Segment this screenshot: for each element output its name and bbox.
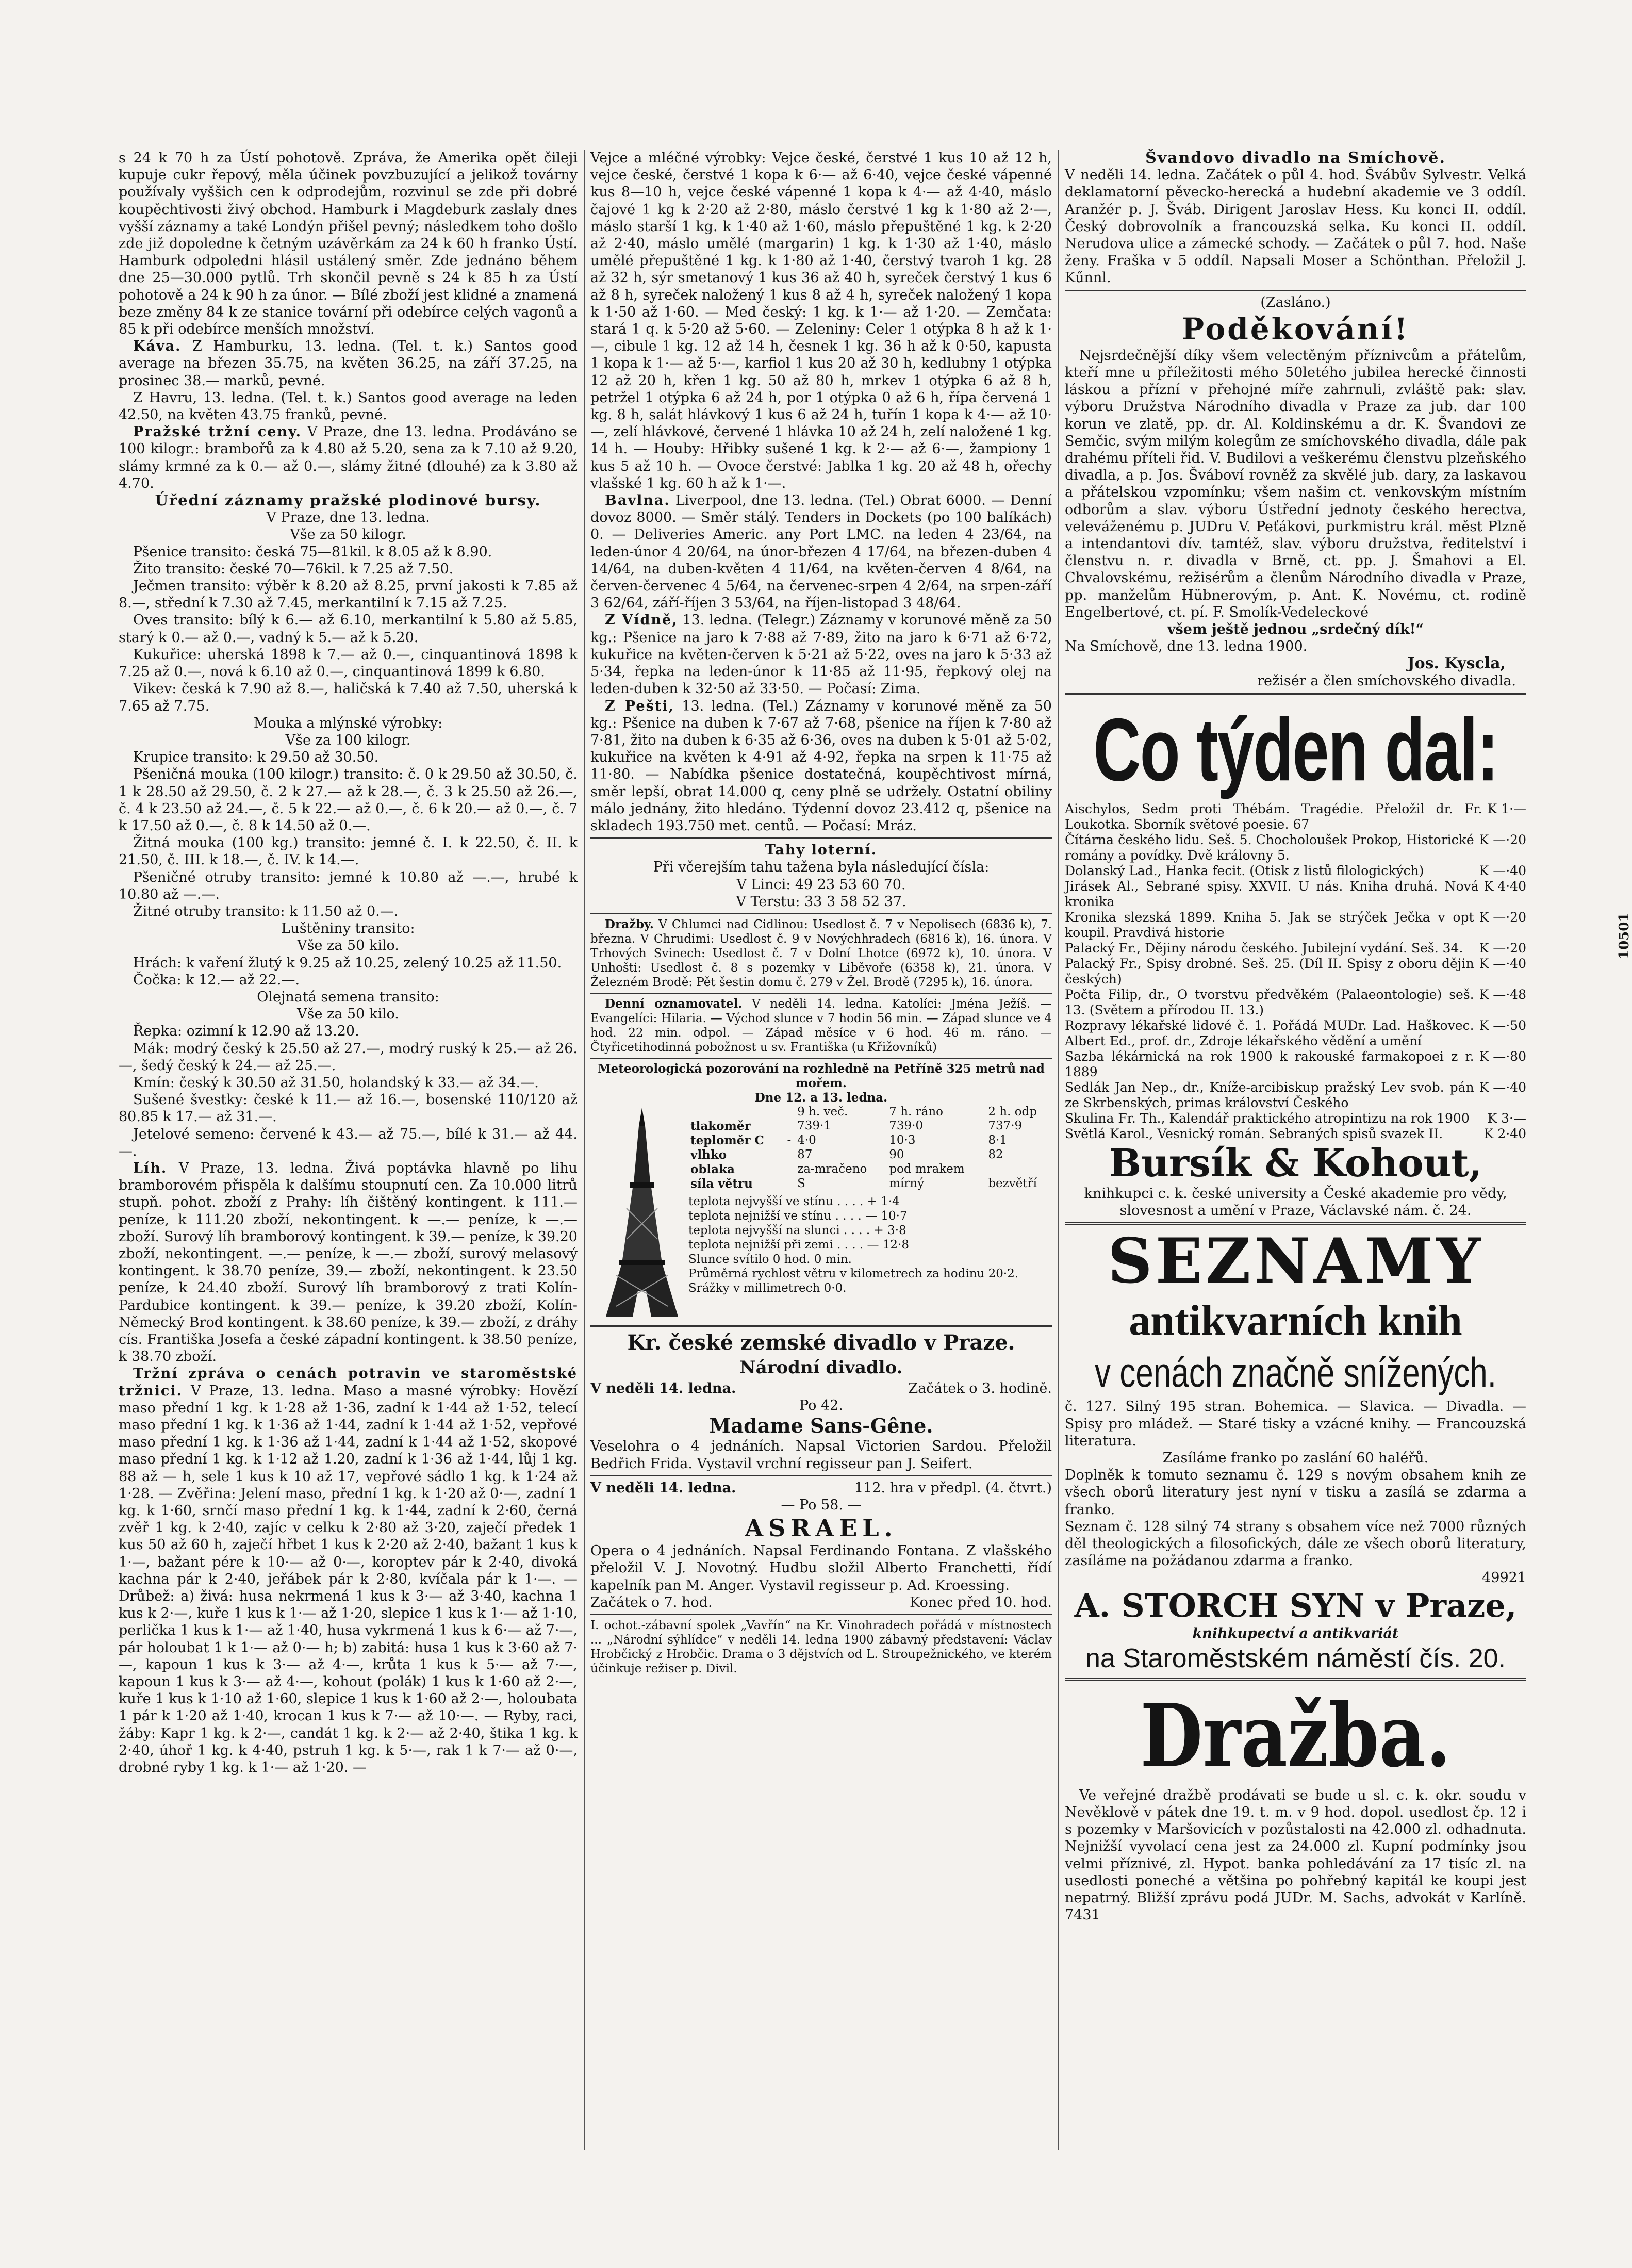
meteo-header-row: [688, 1105, 1052, 1119]
book-price: K 3·—: [1487, 1110, 1526, 1126]
book-price: K —·80: [1479, 1048, 1526, 1064]
book-entry: [1065, 879, 1526, 910]
meteo-row: [688, 1148, 1052, 1162]
book-title: Palacký Fr., Dějiny národu českého. Jubilejní vydání. Seš. 34.: [1065, 940, 1463, 956]
wheat-flour: Pšeničná mouka (100 kilogr.) transito: č. 0 k 29.50 až 30.50, č. 1 k 28.50 až 29.50, č. 2 k 27.— až k 28.—, č. 3 k 25.50 až 26.—, č. 4 k 23.50 až 24.—, č. 5 k 22.— až 0.—, č. 6 k 20.— až 0.—, č. 7 k 17.50 až 0.—, č. 8 k 14.50 až 0.—.: [119, 766, 578, 834]
meteo-unit: [785, 1148, 796, 1162]
column-1: [119, 150, 578, 2150]
divider: [1065, 290, 1526, 291]
theatre-heading: Kr. české zemské divadlo v Praze.: [627, 1330, 1015, 1355]
meteo-value: mírný: [889, 1177, 925, 1191]
meteo-value: 87: [797, 1148, 813, 1162]
barley: Ječmen transito: výběr k 8.20 až 8.25, první jakosti k 7.85 až 8.—, střední k 7.30 až 7.45, merkantilní k 7.15 až 7.25.: [119, 578, 578, 612]
sugar-report: s 24 k 70 h za Ústí pohotově. Zpráva, že Amerika opět čileji kupuje cukr řepový, měla účinek povzbuzující a jelikož továrny používaly vyššich cen k odprodejům, rozvinul se zde při dobré koupěchtivosti živý obchod. Hamburk i Magdeburk zaslaly dnes vyšší záznamy a také Londýn přišel pevný; následkem toho došlo zde již dopoledne k četným uzávěrkám za 24 k 60 h franko Ústí. Hamburk odpoledni hlásil ustálený směr. Zde jednáno během dne 25—30.000 pytlů. Trh skončil pevně s 24 k 85 h za Ústí pohotově a 24 k 90 h za únor. — Bílé zboží jest klidné a znamená beze změny 84 k ze stanice tovární při odebírce celých vagonů a 85 k při odebírce menších množství.: [119, 150, 578, 338]
poppy: Mák: modrý český k 25.50 až 27.—, modrý ruský k 25.— až 26.—, šedý český k 24.— až 25.—.: [119, 1040, 578, 1074]
thanks-text: Nejsrdečnější díky všem velectěným příznivcům a přátelům, kteří mne u příležitosti mého 50letého jubilea herecké činnosti láskou a přízní v přehojné míře zahrnuli, zvláště pak: slav. výboru Družstva Národního divadla v Praze za jub. dar 100 korun ve zlatě, pp. dr. Al. Koldinskému a dr. K. Švandovi ze Semčic, svým milým kolegům ze smíchovského divadla, dále pak drahému příteli řid. V. Budilovi a veškerému členstvu plzeňského divadla, a p. Jos. Šváboví rovněž za skvělé jub. dary, za laskavou a přátelskou vzpomínku; všem našim ct. venkovským místním odborům a slav. výboru Ústřední jednoty českého herectva, veleváženému p. JUDru V. Peťákovi, purkmistru král. měst Plzně a intendantovi dív. tamtéž, slav. výboru družstva, ředitelství i členstvu n. r. divadla v Brně, ct. pp. J. Šmahovi a El. Chvalovskému, režisérům a členům Národního divadla v Praze, pp. manželům Hübnerovým, p. Ant. K. Novému, ct. rodině Engelbertové, ct. pí. F. Smolík-Vedeleckové: [1065, 347, 1526, 620]
daily-notice-text: V neděli 14. ledna. Katolíci: Jména Ježíš. — Evangelíci: Hilaria. — Východ slunce v 7 hodin 56 min. — Západ slunce ve 4 hod. 22 min. odpol. — Západ měsíce v 6 hod. 46 m. ráno. — Čtyřicetihodinná pobožnost u sv. Františka (u Křižovníků): [590, 997, 1052, 1054]
coffee-report: [119, 338, 578, 389]
book-title: Skulina Fr. Th., Kalendář praktického atropintizu na rok 1900: [1065, 1110, 1470, 1126]
show2-date: V neděli 14. ledna.: [590, 1480, 736, 1496]
meteo-row: [688, 1177, 1052, 1191]
meteo-label: vlhko: [690, 1147, 727, 1162]
legumes-unit: Vše za 50 kilo.: [297, 938, 399, 954]
meteo-value: 90: [889, 1148, 904, 1162]
meteo-value: 739·1: [797, 1119, 831, 1133]
catalogue-number: 49921: [1482, 1570, 1526, 1586]
meteo-extra-line: teplota nejnižší při zemi . . . . — 12·8: [688, 1238, 909, 1252]
semolina: Krupice transito: k 29.50 až 30.50.: [133, 749, 379, 766]
meteo-col: 7 h. ráno: [889, 1105, 943, 1119]
show1-number: Po 42.: [799, 1398, 843, 1414]
book-title: Sazba lékárnická na rok 1900 k rakouské farmakopoei z r. 1889: [1065, 1048, 1474, 1079]
vienna-text: 13. ledna. (Telegr.) Záznamy v korunové měně za 50 kg.: Pšenice na jaro k 7·88 až 7·89, žito na jaro k 6·71 až 6·72, kukuřice na květen-červen k 5·21 až 5·22, oves na jaro k 5·33 až 5·34, řepka na leden-únor k 11·85 až 11·95, řepkový olej na leden-duben k 32·50 až 33·50. — Počasí: Zima.: [590, 612, 1052, 697]
auction-text: Ve veřejné dražbě prodávati se bude u sl. c. k. okr. soudu v Nevěklově v pátek dne 19. t. m. v 9 hod. dopol. usedlost čp. 12 i s pozemky v Maršovicích v pozůstalosti na 42.000 zl. odhadnuta. Nejnižší vyvolací cena jest za 24.000 zl. Kupní podmínky jsou velmi příznivé, zl. Hypot. banka pohledávání za 17 tisíc zl. na usedlosti poneché a většina po pohřebný kapitál ke koupi jest nepatrný. Bližší zprávu podá JUDr. M. Sachs, advokát v Karlíně. 7431: [1065, 1787, 1526, 1924]
meteo-extra-line: teplota nejvyšší na slunci . . . . + 3·8: [688, 1223, 906, 1237]
food-market-report: [119, 1365, 578, 1776]
auctions-heading: Dražby.: [605, 917, 654, 931]
theatre-subheading: Národní divadlo.: [739, 1357, 903, 1378]
book-entry: [1065, 832, 1526, 863]
petrin-tower-icon: [601, 1105, 683, 1322]
market-prices-text: V Praze, dne 13. ledna. Prodáváno se 100 kilogr.: brambořů za k 4.80 až 5.20, sena za k 7.10 až 9.20, slámy krmné za k 0.— až 0.—, slámy žitné (dlouhé) za k 3.80 až 4.70.: [119, 424, 578, 491]
book-entry: [1065, 801, 1526, 832]
meteo-unit: [785, 1177, 796, 1191]
auctions: [590, 917, 1052, 990]
lottery-heading: Tahy loterní.: [765, 842, 878, 859]
wheat: Pšenice transito: česká 75—81kil. k 8.05 až k 8.90.: [133, 544, 492, 560]
book-price: K —·40: [1479, 1079, 1526, 1095]
meteo-label: oblaka: [690, 1162, 735, 1176]
meteo-value: pod mrakem: [889, 1162, 965, 1176]
thanks-place: Na Smíchově, dne 13. ledna 1900.: [1065, 638, 1308, 655]
flour-unit: Vše za 100 kilogr.: [285, 732, 411, 748]
coffee-heading: Káva.: [133, 338, 182, 355]
meteo-col: 9 h. več.: [797, 1105, 848, 1119]
caraway: Kmín: český k 30.50 až 31.50, holandský k 33.— až 34.—.: [133, 1074, 539, 1091]
storch-address: na Staroměstském náměstí čís. 20.: [1085, 1643, 1506, 1673]
column-rule: [584, 150, 585, 2150]
show2-title: ASRAEL.: [745, 1514, 898, 1542]
meteo-values: [688, 1105, 1052, 1295]
show1-meta: [590, 1380, 1052, 1397]
antiquarian-heading: antikvarních knih: [1129, 1296, 1462, 1345]
auctions-text: V Chlumci nad Cidlinou: Usedlost č. 7 v Nepolisech (6836 k), 7. března. V Chrudimi: Usedlost č. 9 v Novýchhradech (6816 k), 16. února. V Trhových Svinech: Usedlost č. 7 v Dolní Lhotce (6972 k), 10. února. V Unhošti: Usedlost č. 8 s pozemky v Liběvoře (6358 k), 21. února. V Železném Brodě: Pět šestin domu č. 279 v Žel. Brodě (7295 k), 16. února.: [590, 917, 1052, 989]
show2-meta: [590, 1480, 1052, 1497]
exchange-unit: Vše za 50 kilogr.: [290, 527, 406, 543]
meteo-unit: -: [787, 1133, 792, 1147]
book-entry: [1065, 1126, 1526, 1142]
catalogue-127: č. 127. Silný 195 stran. Bohemica. — Slavica. — Divadla. — Spisy pro mládež. — Staré tisky a vzácné knihy. — Francouzská literatura.: [1065, 1399, 1526, 1449]
vienna-heading: Z Vídně,: [605, 612, 678, 629]
reduced-prices-heading: v cenách značně snížených.: [1095, 1350, 1496, 1396]
meteo-value: 8·1: [988, 1133, 1007, 1147]
book-price: K —·40: [1479, 863, 1526, 878]
meteo-unit: [785, 1162, 796, 1177]
rye: Žito transito: české 70—76kil. k 7.25 až 7.50.: [133, 561, 454, 577]
spirits-text: V Praze, 13. ledna. Živá poptávka hlavně po lihu bramborovém přispěla k dalšímu stoupnutí cen. Za 10.000 litrů stupň. pohot. zboží z Prahy: líh čištěný kontingent. k 111.— peníze, k 111.20 zboží, nekontingent. k —.— peníze, k —.— zboží. Surový líh bramborový kontingent. k 39.— peníze, k 39.20 zboží, nekontingent. —.— peníze, k —.— zboží, surový melasový kontingent. k 38.70 peníze, 39.— zboží, nekontingent. k 23.50 peníze, k 24.40 zboží. Surový líh bramborový z trati Kolín-Pardubice kontingent. k 39.— peníze, k 39.20 zboží, Kolín-Německý Brod kontingent. k 38.60 peníze, k 39.— zboží, z dráhy cís. Františka Josefa a české západní kontingent. k 38.50 peníze, k 38.70 zboží.: [119, 1160, 578, 1365]
meteo-value: [986, 1162, 1052, 1177]
show2-times: [590, 1594, 1052, 1611]
food-market-heading: Tržní zpráva o cenách potravin ve staroměstské tržnici.: [119, 1366, 578, 1399]
market-prices: [119, 423, 578, 492]
column-3: [1065, 150, 1526, 2150]
meteo-extra-line: teplota nejvyšší ve stínu . . . . + 1·4: [688, 1194, 900, 1208]
meteo-extra: [688, 1194, 1052, 1295]
coffee-text: Z Hamburku, 13. ledna. (Tel. t. k.) Santos good average na březen 35.75, na květen 36.25, na září 37.25, na prosinec 38.— marků, pevné.: [119, 338, 578, 389]
lottery-intro: Při včerejším tahu tažena byla následující čísla:: [653, 859, 990, 876]
meteo-row: [688, 1119, 1052, 1133]
book-title: Sedlák Jan Nep., dr., Kníže-arcibiskup pražský Lev svob. pán ze Skrbenských, primas království Českého: [1065, 1079, 1474, 1110]
book-entry: [1065, 910, 1526, 941]
divider: [590, 837, 1052, 839]
book-price: K —·50: [1479, 1017, 1526, 1033]
meteo-extra-line: Průměrná rychlost větru v kilometrech za hodinu 20·2.: [688, 1267, 1019, 1280]
oats: Oves transito: bílý k 6.— až 6.10, merkantilní k 5.80 až 5.85, starý k 0.— až 0.—, vadný k 5.— až k 5.20.: [119, 612, 578, 646]
book-title: Aischylos, Sedm proti Thébám. Tragédie. Přeložil dr. Fr. Loukotka. Sborník světové poesie. 67: [1065, 801, 1482, 832]
column-rule: [1058, 150, 1059, 2150]
rye-flour: Žitná mouka (100 kg.) transito: jemné č. I. k 22.50, č. II. k 21.50, č. III. k 18.—, č. IV. k 14.—.: [119, 835, 578, 868]
meteo-date: Dne 12. a 13. ledna.: [754, 1090, 888, 1105]
vetch: Vikev: česká k 7.90 až 8.—, haličská k 7.40 až 7.50, uherská k 7.65 až 7.75.: [119, 681, 578, 714]
exchange-heading: Úřední záznamy pražské plodinové bursy.: [155, 491, 541, 510]
books-list: [1065, 801, 1526, 1142]
meteo-row: [688, 1133, 1052, 1148]
book-price: K 2·40: [1483, 1126, 1526, 1141]
daily-notice: [590, 997, 1052, 1055]
divider: [1065, 693, 1526, 695]
cotton-heading: Bavlna.: [605, 492, 670, 509]
show1-start: Začátek o 3. hodině.: [908, 1380, 1052, 1396]
meteo-value: 739·0: [889, 1119, 924, 1133]
thanks-heading: Poděkování!: [1181, 311, 1410, 347]
book-title: Jirásek Al., Sebrané spisy. XXVII. U nás. Kniha druhá. Nová kronika: [1065, 878, 1479, 909]
rye-bran: Žitné otruby transito: k 11.50 až 0.—.: [133, 903, 399, 919]
divider: [1065, 1678, 1526, 1681]
weekly-books-heading: Co týden dal:: [1093, 700, 1498, 800]
meteo-col: 2 h. odp: [988, 1105, 1037, 1119]
pest-heading: Z Pešti,: [605, 698, 674, 714]
bursik-heading: Bursík & Kohout,: [1109, 1141, 1482, 1186]
lottery-linz: V Linci: 49 23 53 60 70.: [736, 876, 906, 893]
book-entry: [1065, 987, 1526, 1018]
pest-report: [590, 698, 1052, 835]
meteo-label: síla větru: [690, 1176, 753, 1191]
side-number: 10501: [1617, 912, 1632, 959]
divider: [590, 913, 1052, 914]
meteo-block: [590, 1105, 1052, 1322]
spirits-report: [119, 1160, 578, 1365]
book-title: Kronika slezská 1899. Kniha 5. Jak se strýček Ječka v opt koupil. Pravdivá historie: [1065, 909, 1474, 940]
lottery-trieste: V Terstu: 33 3 58 52 37.: [736, 893, 906, 910]
show1-date: V neděli 14. ledna.: [590, 1380, 736, 1396]
meteo-extra-line: Srážky v millimetrech 0·0.: [688, 1281, 847, 1295]
daily-notice-heading: Denní oznamovatel.: [605, 996, 743, 1011]
catalogues-heading: SEZNAMY: [1107, 1225, 1483, 1298]
meteo-label: teploměr C: [690, 1133, 764, 1147]
divider: [590, 993, 1052, 994]
book-entry: [1065, 1018, 1526, 1049]
meteo-extra-line: Slunce svítilo 0 hod. 0 min.: [688, 1252, 852, 1266]
divider: [590, 1475, 1052, 1476]
club-notice: I. ochot.-zábavní spolek „Vavřín“ na Kr. Vinohradech pořádá v místnostech ... „Národní sýhlídce“ v neděli 14. ledna 1900 zábavný představení: Václav Hrobčický z Hrobčic. Drama o 3 dějstvích od L. Stroupežnického, ve kterém účinkuje režiser p. Divil.: [590, 1618, 1052, 1675]
havre-report: Z Havru, 13. ledna. (Tel. t. k.) Santos good average na leden 42.50, na květen 43.75 franků, pevné.: [119, 389, 578, 423]
book-entry: [1065, 1111, 1526, 1126]
storch-heading: A. STORCH SYN v Praze,: [1074, 1586, 1517, 1624]
bursik-sub: knihkupci c. k. české university a České akademie pro vědy, slovesnost a umění v Praze, Václavské nám. č. 24.: [1084, 1185, 1507, 1219]
svanda-heading: Švandovo divadlo na Smíchově.: [1145, 149, 1446, 167]
meteo-row: [688, 1162, 1052, 1177]
meteo-value: za-mračeno: [797, 1162, 867, 1176]
meteo-value: 737·9: [988, 1119, 1023, 1133]
book-price: K —·20: [1479, 909, 1526, 925]
book-entry: [1065, 1049, 1526, 1080]
book-title: Palacký Fr., Spisy drobné. Seš. 25. (Díl II. Spisy z oboru dějin českých): [1065, 956, 1474, 987]
food-market-text: V Praze, 13. ledna. Maso a masné výrobky: Hovězí maso přední 1 kg. k 1·28 až 1·36, zadní k 1·44 až 1·52, telecí maso přední 1 kg. k 1·36 až 1·44, zadní k 1·44 až 1·52, vepřové maso přední 1 kg. k 1·36 až 1·44, zadní k 1·44 až 1·52, skopové maso přední 1 kg. k 1·12 až 1.20, zadní k 1·36 až 1·44, lůj 1 kg. 88 až — h, sele 1 kus k 10 až 17, vepřové sádlo 1 kg. k 1·24 až 1·28. — Zvěřina: Jelení maso, přední 1 kg. k 1·20 až 0·—, zadní 1 kg. k 1·60, srnčí maso přední 1 kg. k 1·44, zadní k 2·60, černá zvěř 1 kg. k 2·40, zajíc v celku k 2·80 až 3·20, zaječí předek 1 kus 50 až 60 h, zaječí hřbet 1 kus k 2·20 až 2·40, bažant 1 kus k 1·—, bažant pére k 10·— až 0·—, koroptev pár k 2·40, divoká kachna pár k 2·40, jeřábek pár k 2·80, kvíčala pár k 1·—. — Drůbež: a) živá: husa nekrmená 1 kus k 3·— až 3·40, kachna 1 kus k 2·—, kuře 1 kus k 1·— až 1·20, slepice 1 kus k 1·— až 1·10, perlička 1 kus k 1·— až 1·40, husa vykrmená 1 kus k 6·— až 7·—, pár holoubat 1 k 1·— až 0·— h; b) zabitá: husa 1 kus k 3·60 až 7·—, kapoun 1 kus k 3·— až 4·—, krůta 1 kus k 5·— až 7·—, kapoun 1 kus k 3·— až 4·—, kohout (polák) 1 kus k 1·60 až 2·—, kuře 1 kus k 1·10 až 1·60, slepice 1 kus k 1·60 až 2·—, holoubata 1 pár k 1·20 až 1·40, krocan 1 kus k 7·— až 10·—. — Ryby, raci, žáby: Kapr 1 kg. k 2·—, candát 1 kg. k 2·— až 2·40, štika 1 kg. k 2·40, úhoř 1 kg. k 4·40, pstruh 1 kg. k 5·—, rak 1 k 7·— až 0·—, drobné ryby 1 kg. k 1·— až 1·20. —: [119, 1383, 578, 1776]
meteo-unit: [785, 1119, 796, 1133]
meteo-value: 82: [988, 1148, 1003, 1162]
catalogue-128: Seznam č. 128 silný 74 strany s obsahem více než 7000 různých děl theologických a filosofických, dále ze všech oborů literatury, zasíláme na požádanou zdarma a franko.: [1065, 1518, 1526, 1569]
book-price: K 1·—: [1487, 801, 1526, 816]
meteo-table: [688, 1105, 1052, 1191]
meteo-value: 4·0: [797, 1133, 816, 1147]
peas: Hrách: k vaření žlutý k 9.25 až 10.25, zelený 10.25 až 11.50.: [133, 955, 562, 971]
market-prices-heading: Pražské tržní ceny.: [133, 424, 302, 440]
book-price: K —·40: [1479, 956, 1526, 971]
prunes: Sušené švestky: české k 11.— až 16.—, bosenské 110/120 až 80.85 k 17.— až 31.—.: [119, 1092, 578, 1125]
newspaper-page: [119, 149, 1632, 2150]
catalogue-supplement: Doplněk k tomuto seznamu č. 129 s novým obsahem knih ze všech oborů literatury jest nyní v tisku a zasílá se zdarma a franko.: [1065, 1467, 1526, 1518]
show2-number-2: — Po 58. —: [781, 1497, 862, 1513]
book-price: K 4·40: [1483, 878, 1526, 894]
spirits-heading: Líh.: [133, 1160, 168, 1176]
show2-end: Konec před 10. hod.: [910, 1594, 1052, 1610]
book-entry: [1065, 941, 1526, 956]
storch-sub: knihkupectví a antikvariát: [1192, 1625, 1399, 1641]
cotton-report: [590, 492, 1052, 612]
thanks-end: všem ještě jednou „srdečný dík!“: [1167, 621, 1424, 638]
book-entry: [1065, 1080, 1526, 1111]
thanks-signature: Jos. Kyscla,: [1407, 654, 1506, 673]
clover-seed: Jetelové semeno: červené k 43.— až 75.—, bílé k 31.— až 44.—.: [119, 1126, 578, 1159]
meteo-value: 10·3: [889, 1133, 916, 1147]
show2-start: Začátek o 7. hod.: [590, 1594, 713, 1610]
legumes-heading: Luštěniny transito:: [281, 921, 415, 937]
divider: [590, 1058, 1052, 1059]
book-title: Počta Filip, dr., O tvorstvu předvěkém (Palaeontologie) seš. 13. (Světem a přírodou II. 13.): [1065, 987, 1474, 1017]
meteo-value: bezvětří: [988, 1177, 1037, 1191]
meteo-label: tlakoměr: [690, 1119, 751, 1133]
flour-heading: Mouka a mlýnské výrobky:: [253, 715, 443, 731]
show1-title: Madame Sans-Gêne.: [709, 1414, 933, 1438]
thanks-role: režisér a člen smíchovského divadla.: [1257, 672, 1516, 689]
exchange-date: V Praze, dne 13. ledna.: [266, 510, 430, 526]
column-2: [590, 150, 1052, 2150]
oilseeds-unit: Vše za 50 kilo.: [297, 1006, 399, 1023]
rapeseed: Řepka: ozimní k 12.90 až 13.20.: [133, 1023, 359, 1040]
show2-number: 112. hra v předpl. (4. čtvrt.): [854, 1480, 1052, 1496]
divider: [590, 1325, 1052, 1327]
book-title: Rozpravy lékařské lidové č. 1. Pořádá MUDr. Lad. Haškovec. Albert Ed., prof. dr., Zdroje lékařského vědění a umění: [1065, 1017, 1474, 1048]
book-entry: [1065, 863, 1526, 879]
book-price: K —·48: [1479, 987, 1526, 1002]
meteo-heading: Meteorologická pozorování na rozhledně na Petříně 325 metrů nad mořem.: [598, 1061, 1045, 1090]
oilseeds-heading: Olejnatá semena transito:: [257, 989, 439, 1005]
divider: [590, 1614, 1052, 1615]
submitted-label: (Zasláno.): [1260, 294, 1331, 310]
meteo-value: S: [797, 1177, 805, 1191]
auction-heading: Dražba.: [1140, 1685, 1451, 1787]
svanda-text: V neděli 14. ledna. Začátek o půl 4. hod. Švábův Sylvestr. Velká deklamatorní pěvecko-herecká a hudební akademie ve 3 oddíl. Aranžér p. J. Šváb. Dirigent Jaroslav Hess. Ku konci II. oddíl. Český dobrovolník a francouzská selka. Ku konci II. oddíl. Nerudova ulice a zámecké schody. — Začátek o půl 7. hod. Naše ženy. Fraška v 5 oddíl. Napsali Moser a Schönthan. Přeložil J. Kűnnl.: [1065, 167, 1526, 286]
catalogue-postage: Zasíláme franko po zaslání 60 haléřů.: [1162, 1450, 1429, 1466]
book-title: Čítárna českého lidu. Seš. 5. Chocholoušek Prokop, Historické romány a povídky. Dvě královny 5.: [1065, 832, 1474, 863]
lentils: Čočka: k 12.— až 22.—.: [133, 972, 300, 988]
book-entry: [1065, 956, 1526, 987]
meteo-extra-line: teplota nejnižší ve stínu . . . . — 10·7: [688, 1209, 908, 1223]
show2-desc: Opera o 4 jednáních. Napsal Ferdinando Fontana. Z vlašského přeložil V. J. Novotný. Hudbu složil Alberto Franchetti, řídí kapelník pan M. Anger. Vystavil regisseur p. Ad. Kroessing.: [590, 1543, 1052, 1593]
book-price: K —·20: [1479, 940, 1526, 956]
show1-desc: Veselohra o 4 jednáních. Napsal Victorien Sardou. Přeložil Bedřich Frida. Vystavil vrchní regisseur pan J. Seifert.: [590, 1438, 1052, 1472]
corn: Kukuřice: uherská 1898 k 7.— až 0.—, cinquantinová 1898 k 7.25 až 0.—, nová k 6.10 až 0.—, cinquantinová 1899 k 6.80.: [119, 646, 578, 680]
wheat-bran: Pšeničné otruby transito: jemné k 10.80 až —.—, hrubé k 10.80 až —.—.: [119, 869, 578, 902]
vienna-report: [590, 612, 1052, 697]
book-title: Světlá Karol., Vesnický román. Sebraných spisů svazek II.: [1065, 1126, 1443, 1141]
pest-text: 13. ledna. (Tel.) Záznamy v korunové měně za 50 kg.: Pšenice na duben k 7·67 až 7·68, pšenice na říjen k 7·80 až 7·81, žito na duben k 6·35 až 6·36, oves na duben k 5·01 až 5·02, kukuřice na květen k 4·91 až 4·92, řepka na srpen k 11·75 až 11·80. — Nabídka pšenice dostatečná, koupěchtivost mírná, směr lepší, obrat 14.000 q, ceny plně se udržely. Ostatní obiliny málo jednány, žito hledáno. Týdenní dovoz 23.412 q, pšenice na skladech 193.750 met. centů. — Počasí: Mráz.: [590, 698, 1052, 834]
book-price: K —·20: [1479, 832, 1526, 847]
cotton-text: Liverpool, dne 13. ledna. (Tel.) Obrat 6000. — Denní dovoz 8000. — Směr stálý. Tenders in Dockets (po 100 balíkách) 0. — Deliveries Americ. any Port LMC. na leden 4 23/64, na leden-únor 4 20/64, na únor-březen 4 17/64, na březen-duben 4 14/64, na duben-květen 4 11/64, na květen-červen 4 8/64, na červen-červenec 4 5/64, na červenec-srpen 4 2/64, na srpen-září 3 62/64, září-říjen 3 53/64, na říjen-listopad 3 48/64.: [590, 492, 1052, 612]
book-title: Dolanský Lad., Hanka fecit. (Otisk z listů filologických): [1065, 863, 1424, 878]
eggs-dairy: Vejce a mléčné výrobky: Vejce české, čerstvé 1 kus 10 až 12 h, vejce české, čerstvé 1 kopa k 6·— až 6·40, vejce české vápenné kus 8—10 h, vejce české vápenné 1 kopa k 4·— až 4·40, máslo čajové 1 kg k 2·20 až 2·80, máslo čerstvé 1 kg k 1·80 až 2·—, máslo starší 1 kg. k 1·40 až 1·60, máslo přepuštěné 1 kg. k 2·20 až 2·40, máslo umělé (margarin) 1 kg. k 1·30 až 1·40, máslo umělé přepuštěné 1 kg. k 1·80 až 1·40, čerstvý tvaroh 1 kg. 28 až 32 h, sýr smetanový 1 kus 36 až 40 h, syreček čerstvý 1 kus 6 až 8 h, syreček naložený 1 kus 8 až 4 h, syreček naložený 1 kopa k 1·50 až 1·60. — Med český: 1 kg. k 1·— až 1·20. — Zemčata: stará 1 q. k 5·20 až 5·60. — Zeleniny: Celer 1 otýpka 8 h až k 1·—, cibule 1 kg. 12 až 14 h, česnek 1 kg. 36 h až k 0·50, kapusta 1 kopa k 1·— až 5·—, karfiol 1 kus 20 až 30 h, kedlubny 1 otýpka 12 až 20 h, křen 1 kg. 50 až 80 h, mrkev 1 otýpka 6 až 8 h, petržel 1 otýpka 6 až 24 h, por 1 otýpka 0 až 6 h, řípa červená 1 kg. 8 h, salát hlávkový 1 kus 6 až 24 h, tuřín 1 kopa k 4·— až 10·—, zelí hlávkové, červené 1 hlávka 10 až 24 h, zelí naložené 1 kg. 14 h. — Houby: Hřibky sušené 1 kg. k 2·— až 6·—, žampiony 1 kus 5 až 10 h. — Ovoce čerstvé: Jablka 1 kg. 20 až 48 h, ořechy vlašské 1 kg. 60 h až k 1·—.: [590, 150, 1052, 491]
